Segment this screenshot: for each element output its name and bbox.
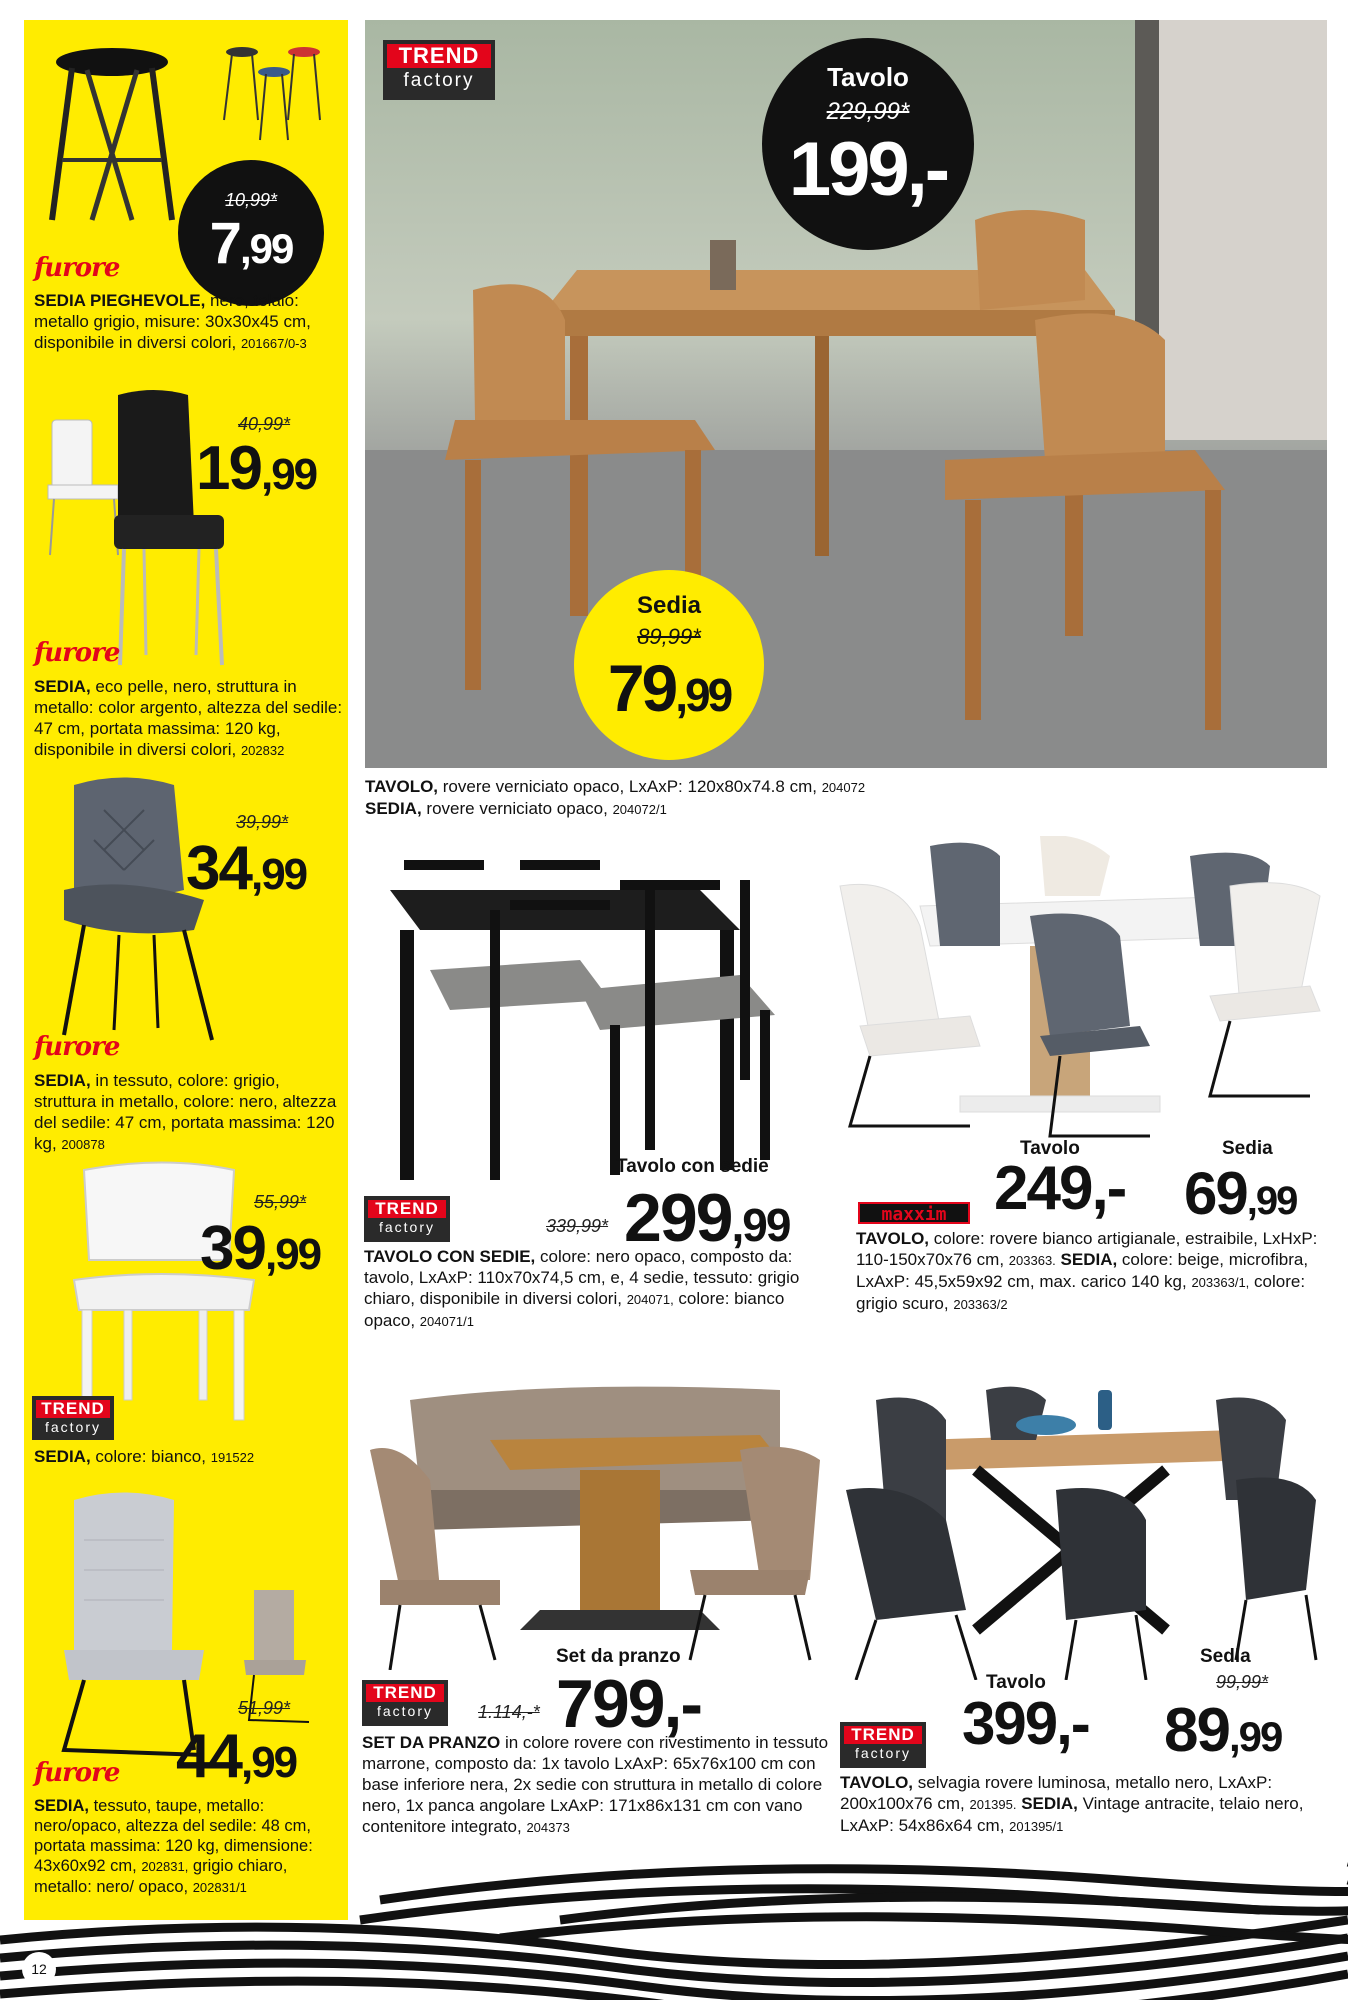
old-price: 339,99* <box>546 1216 609 1236</box>
sale-price: 19,99 <box>196 434 317 503</box>
old-price: 229,99* <box>826 98 910 125</box>
sale-price: 299,99 <box>624 1180 790 1256</box>
brand-logo-furore: furore <box>34 638 120 668</box>
black-table-set-image <box>380 850 800 1180</box>
grey-tufted-chair-image <box>34 770 234 1050</box>
offer-label: Tavolo con sedie <box>616 1156 769 1177</box>
sale-price: 7,99 <box>209 211 293 276</box>
old-price: 39,99* <box>236 812 289 832</box>
badge-label: Sedia <box>636 592 702 619</box>
product-description: SEDIA, colore: bianco, 191522 <box>34 1447 255 1466</box>
extendable-table-set-image <box>830 836 1330 1146</box>
sale-price: 199,- <box>788 127 948 212</box>
old-price: 10,99* <box>224 190 278 210</box>
product-description: SEDIA, eco pelle, nero, struttura in metallo: color argento, altezza del sedile: 47 cm, portata massima: 120 kg, disponibile in diversi colori, 202832 <box>34 677 343 759</box>
old-price: 55,99* <box>254 1192 307 1212</box>
hero-description: TAVOLO, rovere verniciato opaco, LxAxP: 120x80x74.8 cm, 204072 SEDIA, rovere verniciato opaco, 204072/1 <box>365 777 866 818</box>
product-description: SEDIA, in tessuto, colore: grigio, struttura in metallo, colore: nero, altezza del sedile: 47 cm, portata massima: 120 kg, 200878 <box>34 1071 337 1153</box>
tavolo-price-badge <box>762 38 974 250</box>
sale-price: 34,99 <box>186 834 307 903</box>
product-description: TAVOLO CON SEDIE, colore: nero opaco, composto da: tavolo, LxAxP: 110x70x74,5 cm, e, 4 sedie, tessuto: grigio chiaro, disponibile in diversi colori, 204071, colore: bianco opaco, 204071/1 <box>364 1247 800 1330</box>
product-description: SET DA PRANZO in colore rovere con rivestimento in tessuto marrone, composto da: 1x tavolo LxAxP: 65x76x100 cm con base inferiore nera, 2x sedie con struttura in metallo di colore nero, 1x panca angolare LxAxP: 171x86x131 cm con vano contenitore integrato, 204373 <box>362 1733 829 1836</box>
price-badge <box>178 160 324 306</box>
product-description: TAVOLO, colore: rovere bianco artigianale, estraibile, LxHxP: 110-150x70x76 cm, 203363. SEDIA, colore: beige, microfibra, LxAxP: 45,5x59x92 cm, max. carico 140 kg, 203363/1, colore: grigio scuro, 203363/2 <box>856 1229 1318 1313</box>
sale-price: 799,- <box>556 1666 701 1742</box>
old-price: 40,99* <box>238 414 291 434</box>
old-price: 51,99* <box>238 1698 291 1718</box>
product-description: TAVOLO, selvagia rovere luminosa, metallo nero, LxAxP: 200x100x76 cm, 201395. SEDIA, Vintage antracite, telaio nero, LxAxP: 54x86x64 cm, 201395/1 <box>840 1773 1304 1835</box>
sale-price: 39,99 <box>200 1214 321 1283</box>
x-leg-table-set-image <box>836 1380 1326 1680</box>
brand-logo-furore: furore <box>34 1758 120 1788</box>
brand-logo-trend-factory: TREND factory <box>383 40 495 100</box>
brand-logo-trend-factory: TREND factory <box>32 1396 114 1440</box>
zebra-wave-decoration <box>0 1860 1348 2000</box>
product-description: SEDIA, tessuto, taupe, metallo: nero/opaco, altezza del sedile: 48 cm, portata massima: 120 kg, dimensione: 43x60x92 cm, 202831, grigio chiaro, metallo: nero/ opaco, 202831/1 <box>34 1797 313 1896</box>
offer-label-sedia: Sedia <box>1200 1646 1251 1667</box>
left-product-column <box>24 20 348 1920</box>
page-number: 12 <box>22 1952 56 1986</box>
brand-logo-furore: furore <box>34 253 120 283</box>
sale-price-sedia: 89,99 <box>1164 1696 1282 1765</box>
sale-price: 79,99 <box>607 651 731 725</box>
offer-label-tavolo: Tavolo <box>986 1672 1046 1693</box>
brand-logo-furore: furore <box>34 1032 120 1062</box>
offer-label-tavolo: Tavolo <box>1020 1138 1080 1159</box>
white-chair-image <box>64 1150 284 1430</box>
offer-label: Set da pranzo <box>556 1646 681 1667</box>
brand-logo-trend-factory: TREND factory <box>362 1680 448 1726</box>
badge-label: Tavolo <box>827 62 909 92</box>
corner-bench-set-image <box>360 1380 830 1670</box>
brand-logo-trend-factory: TREND factory <box>840 1722 926 1768</box>
sale-price-sedia: 69,99 <box>1184 1160 1297 1227</box>
old-price: 99,99* <box>1216 1672 1269 1692</box>
sale-price-tavolo: 399,- <box>962 1690 1089 1757</box>
brand-logo-maxxim: maxxim <box>858 1202 970 1224</box>
old-price: 89,99* <box>637 624 701 649</box>
sedia-price-badge <box>574 570 764 760</box>
offer-label-sedia: Sedia <box>1222 1138 1273 1159</box>
old-price: 1.114,-* <box>478 1702 540 1722</box>
product-description: SEDIA PIEGHEVOLE, nero, telaio: metallo grigio, misure: 30x30x45 cm, disponibile in diversi colori, 201667/0-3 <box>34 291 311 352</box>
brand-logo-trend-factory: TREND factory <box>364 1196 450 1242</box>
sale-price-tavolo: 249,- <box>994 1154 1126 1223</box>
sale-price: 44,99 <box>176 1722 297 1791</box>
